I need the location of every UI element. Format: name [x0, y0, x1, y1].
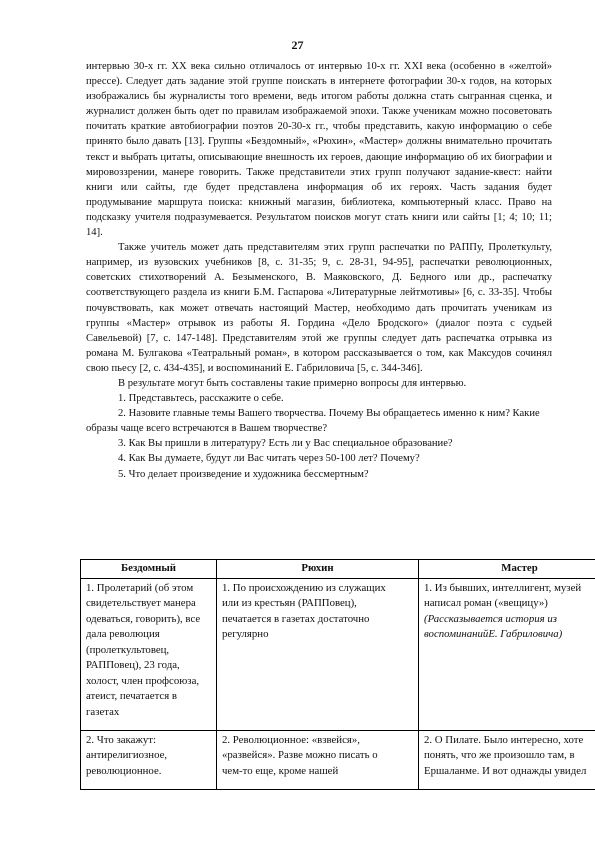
cell-line: 2. Что закажут:	[86, 733, 156, 746]
cell-bezdomny-1	[81, 578, 217, 730]
cell-line: понять, что же произошло там, в	[424, 749, 575, 761]
cell-line: регулярно	[222, 628, 269, 640]
cell-line: печатается в газетах достаточно	[222, 612, 370, 625]
cell-line: РАППовец), 23 года,	[86, 659, 180, 671]
cell-line: 2. О Пилате. Было интересно, хоте	[424, 733, 584, 746]
cell-line: или из крестьян (РАППовец),	[222, 597, 357, 609]
question-5: 5. Что делает произведение и художника бессмертным?	[118, 468, 369, 480]
cell-line: «развейся». Разве можно писать о	[222, 749, 378, 761]
table-row	[81, 578, 595, 730]
paragraph-1: интервью 30-х гг. XX века сильно отличалось от интервью 10-х гг. XXI века (особенно в «желтой» прессе). Следует дать задание этой группе поискать в интернете фотографии 30-х годов, на которых изображались бы журналисты того времени, ведь итогом работы должна стать сыгранная сценка, и журналист должен быть одет по правилам изображаемой эпохи. Также ученикам можно посоветовать почитать краткие автобиографии поэтов 20-30-х гг., чтобы представить, какую информацию о себе принято было давать [13]. Группы «Бездомный», «Рюхин», «Мастер» должны внимательно прочитать текст и выбрать цитаты, описывающие внешность их героев, дающие информацию об их биографии и мировоззрении, манере говорить. Также представители этих групп получают задание-квест: найти книги или сайты, где будет представлена информация об их героях. Часть задания будет продумывание маршрута поиска: книжный магазин, библиотека, компьютерный класс. Право на подсказку учителя подразумевается. Результатом поисков могут стать книги или сайты [1; 4; 10; 11; 14].	[86, 61, 552, 239]
table-header-row	[81, 560, 595, 579]
cell-line: 2. Революционное: «взвейся»,	[222, 733, 360, 746]
cell-master-2	[419, 730, 595, 789]
cell-line: свидетельствует манера	[86, 597, 196, 609]
cell-bezdomny-2	[81, 730, 217, 789]
cell-line-italic: (Рассказывается история из	[424, 612, 557, 625]
cell-ryukhin-2	[217, 730, 419, 789]
cell-ryukhin-1	[217, 578, 419, 730]
question-1: 1. Представьтесь, расскажите о себе.	[118, 393, 284, 405]
page-number: 27	[291, 38, 304, 52]
cell-line: Ершаланме. И вот однажды увидел	[424, 764, 587, 777]
body-text	[86, 59, 552, 482]
cell-line: написал роман («вещицу»)	[424, 597, 548, 609]
cell-line: 1. Пролетарий (об этом	[86, 581, 194, 594]
cell-line-italic: воспоминанийЕ. Габриловича)	[424, 628, 563, 640]
cell-line: 1. По происхождению из служащих	[222, 581, 386, 594]
header-master: Мастер	[419, 560, 595, 579]
table-row	[81, 730, 595, 789]
cell-master-1	[419, 578, 595, 730]
paragraph-2: Также учитель может дать представителям этих групп распечатки по РАППу, Пролеткульту, например, из вузовских учебников [8, с. 31-35; 9, с. 28-31, 94-95], распечатки революционных, советских стихотворений А. Безыменского, В. Маяковского, Д. Бедного или др., распечатку соответствующего раздела из книги Б.М. Гаспарова «Литературные лейтмотивы» [6, с. 33-35]. Чтобы почувствовать, как может отвечать настоящий Мастер, необходимо дать прочитать ученикам из группы «Мастер» отрывок из работы Я. Гордина «Дело Бродского» (диалог поэта с судьей Савельевой) [7, с. 147-148]. Представителям этой же группы следует дать распечатка отрывка из романа М. Булгакова «Театральный роман», в котором рассказывается о том, как Максудов сочинял свою пьесу [2, с. 434-435], и воспоминаний Е. Габриловича [5, с. 344-346].	[86, 242, 552, 374]
cell-line: одеваться, говорить), все	[86, 612, 201, 625]
question-3: 3. Как Вы пришли в литературу? Есть ли у Вас специальное образование?	[118, 438, 453, 450]
cell-line: холост, член профсоюза,	[86, 674, 200, 687]
cell-line: антирелигиозное,	[86, 749, 168, 761]
cell-line: (пролеткультовец,	[86, 643, 170, 656]
paragraph-3: В результате могут быть составлены такие примерно вопросы для интервью.	[118, 377, 467, 389]
cell-line: революционное.	[86, 764, 162, 777]
header-ryukhin: Рюхин	[217, 560, 419, 579]
cell-line: дала революция	[86, 628, 160, 640]
cell-line: 1. Из бывших, интеллигент, музей	[424, 581, 582, 594]
cell-line: газетах	[86, 705, 120, 718]
header-bezdomny: Бездомный	[81, 560, 217, 579]
characters-table	[80, 559, 595, 790]
cell-line: чем-то еще, кроме нашей	[222, 764, 339, 777]
question-4: 4. Как Вы думаете, будут ли Вас читать через 50-100 лет? Почему?	[118, 453, 420, 465]
cell-line: атеист, печатается в	[86, 690, 177, 702]
question-2: 2. Назовите главные темы Вашего творчества. Почему Вы обращаетесь именно к ним? Какие образы чаще всего встречаются в Вашем творчестве?	[86, 408, 540, 435]
